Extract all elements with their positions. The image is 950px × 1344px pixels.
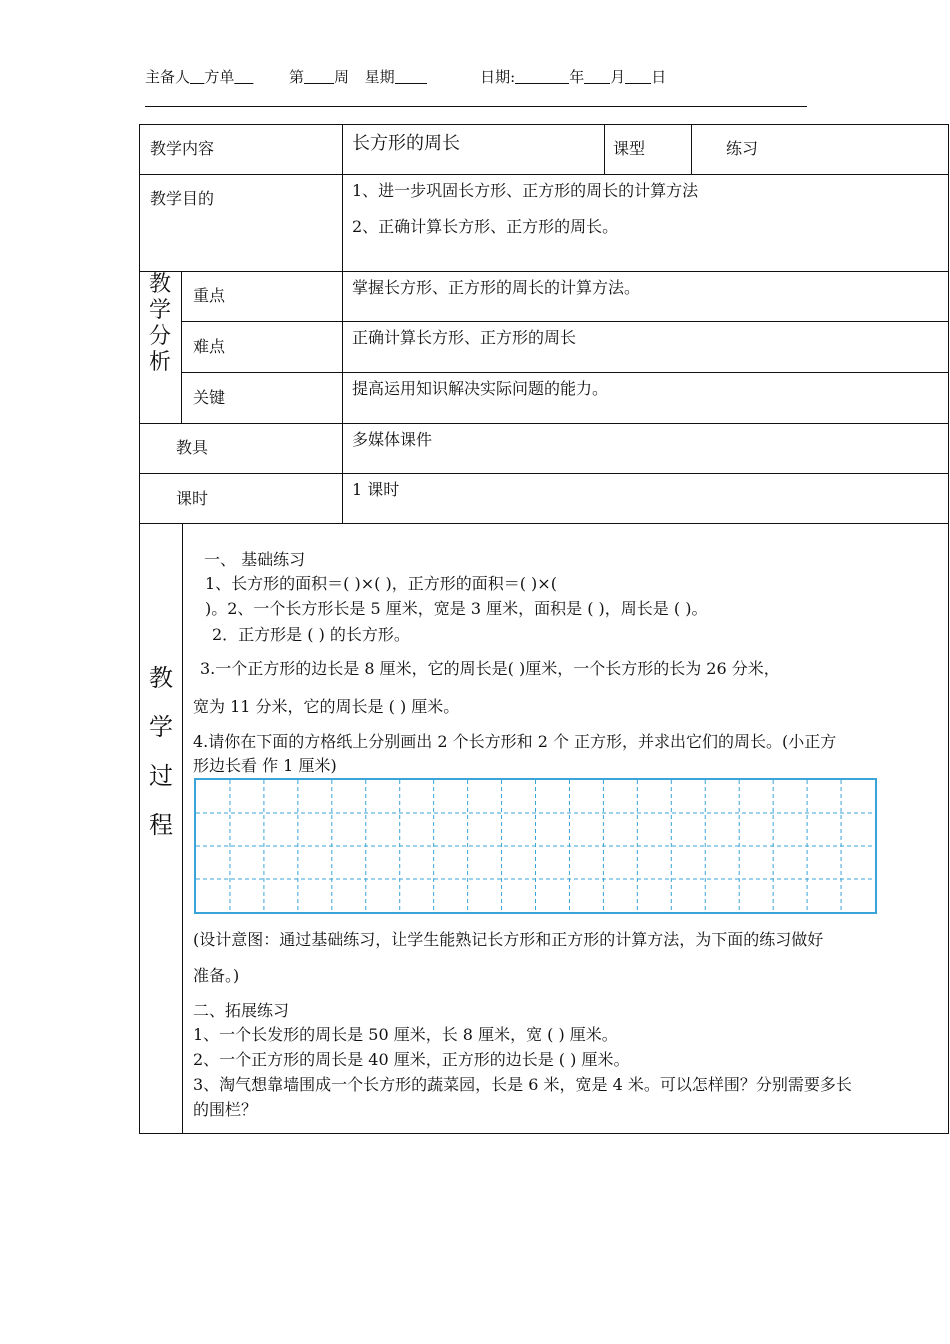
day-blank[interactable] — [625, 68, 651, 84]
difficulty-label: 难点 — [193, 337, 226, 356]
month-blank[interactable] — [584, 68, 610, 84]
tools-value: 多媒体课件 — [352, 430, 433, 449]
week-blank[interactable] — [304, 68, 334, 84]
goal-label: 教学目的 — [150, 189, 215, 208]
exercise-line-4: 3.一个正方形的边长是 8 厘米，它的周长是( )厘米，一个长方形的长为 26 分米， — [200, 659, 780, 678]
lesson-type-value: 练习 — [726, 139, 759, 158]
document-header — [145, 66, 666, 87]
hours-label: 课时 — [176, 489, 209, 508]
year-label: 年 — [569, 68, 585, 86]
extension-line-3: 3、淘气想靠墙围成一个长方形的蔬菜园，长是 6 米，宽是 4 米。可以怎样围？分别需要多长 — [193, 1075, 852, 1094]
section-extension-title: 二、拓展练习 — [193, 1001, 290, 1020]
design-note-line-2: 准备。) — [193, 966, 240, 985]
exercise-line-1: 1、长方形的面积＝( )×( )，正方形的面积＝( )×( — [205, 574, 557, 593]
exercise-line-3: 2．正方形是 ( ) 的长方形。 — [212, 625, 410, 644]
weekday-label: 星期 — [364, 68, 395, 86]
grid-paper — [194, 778, 877, 914]
exercise-line-5: 宽为 11 分米，它的周长是 ( ) 厘米。 — [193, 697, 460, 716]
content-label: 教学内容 — [150, 139, 215, 158]
tools-label: 教具 — [176, 438, 209, 457]
content-value: 长方形的周长 — [352, 133, 460, 154]
weekday-blank[interactable] — [395, 68, 427, 84]
design-note-line-1: (设计意图：通过基础练习，让学生能熟记长方形和正方形的计算方法，为下面的练习做好 — [193, 930, 824, 949]
goal-item-2: 2、正确计算长方形、正方形的周长。 — [352, 217, 619, 236]
process-label: 教 学 过 程 — [149, 664, 173, 839]
extension-line-1: 1、一个长发形的周长是 50 厘米，长 8 厘米，宽 ( ) 厘米。 — [193, 1025, 618, 1044]
exercise-line-2: )。2、一个长方形长是 5 厘米，宽是 3 厘米，面积是 ( )，周长是 ( )。 — [205, 599, 708, 618]
day-label: 日 — [651, 68, 667, 86]
week-prefix: 第 — [288, 68, 304, 86]
header-divider — [145, 106, 807, 107]
week-label: 周 — [334, 68, 350, 86]
lesson-type-label: 课型 — [613, 139, 646, 158]
date-label: 日期: — [480, 68, 516, 86]
key-point-label: 重点 — [193, 286, 226, 305]
exercise-line-7: 形边长看 作 1 厘米) — [193, 756, 337, 775]
section-basic-title: 一、 基础练习 — [204, 550, 306, 569]
extension-line-2: 2、一个正方形的周长是 40 厘米，正方形的边长是 ( ) 厘米。 — [193, 1050, 630, 1069]
month-label: 月 — [610, 68, 626, 86]
analysis-label: 教 学 分 析 — [148, 272, 171, 375]
goal-item-1: 1、进一步巩固长方形、正方形的周长的计算方法 — [352, 181, 699, 200]
preparer-label: 主备人 — [145, 68, 191, 86]
difficulty-value: 正确计算长方形、正方形的周长 — [352, 328, 577, 347]
hours-value: 1 课时 — [352, 480, 400, 499]
grid-lines — [196, 780, 875, 912]
year-blank[interactable] — [515, 68, 569, 84]
extension-line-4: 的围栏？ — [193, 1100, 258, 1119]
crux-value: 提高运用知识解决实际问题的能力。 — [352, 379, 609, 398]
crux-label: 关键 — [193, 388, 226, 407]
key-point-value: 掌握长方形、正方形的周长的计算方法。 — [352, 278, 641, 297]
exercise-line-6: 4.请你在下面的方格纸上分别画出 2 个长方形和 2 个 正方形，并求出它们的周长。(小正方 — [193, 732, 837, 751]
preparer-name: 方单 — [204, 68, 235, 86]
